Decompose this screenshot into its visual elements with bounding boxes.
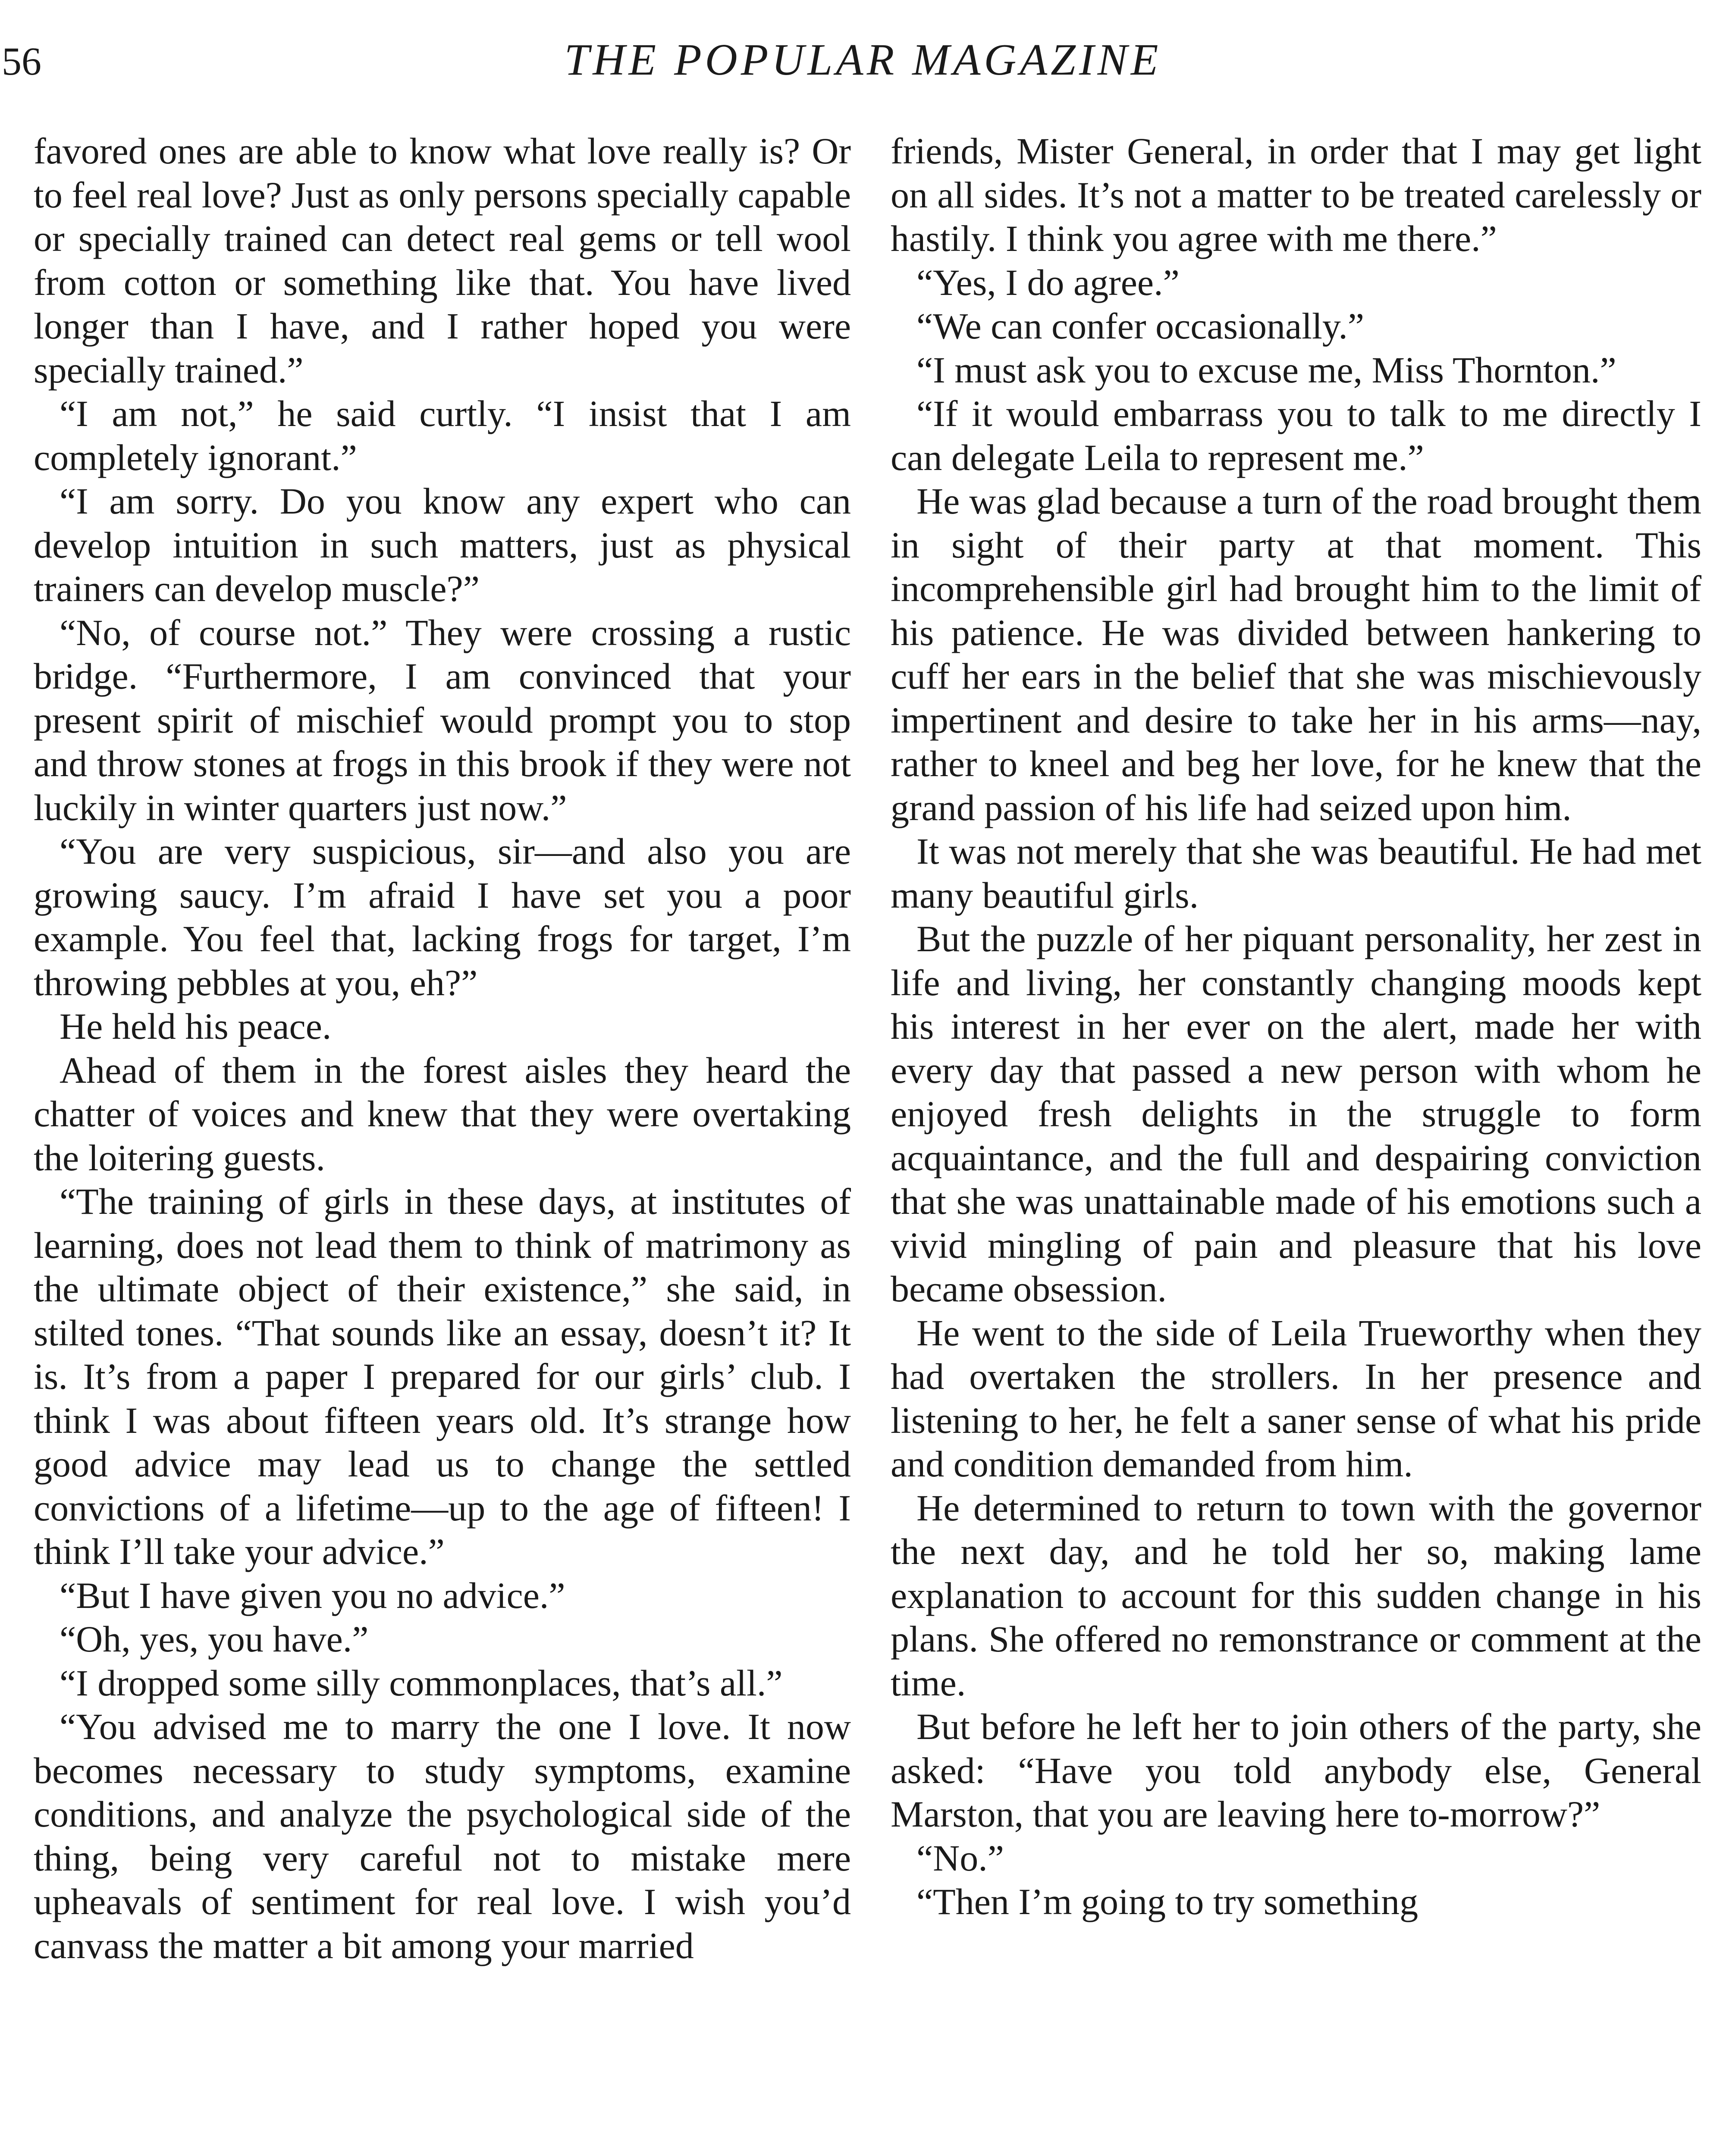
paragraph: “We can confer occasionally.”: [916, 305, 1365, 347]
paragraph: favored ones are able to know what love really is? Or to feel real love? Just as only persons specially capable or specially trained can detect real gems or tell wool from cotton or something like that. You have lived longer than I have, and I rather hoped you were specially trained.”: [34, 130, 851, 391]
paragraph: He was glad because a turn of the road brought them in sight of their party at that moment. This incomprehensible girl had brought him to the limit of his patience. He was divided between hankering to cuff her ears in the belief that she was mischievously impertinent and desire to take her in his arms—nay, rather to kneel and beg her love, for he knew that the grand passion of his life had seized upon him.: [891, 480, 1701, 828]
paragraph: But before he left her to join others of the party, she asked: “Have you told anybody else, General Marston, that you are leaving here to-morrow?”: [891, 1706, 1701, 1835]
paragraph: “You are very suspicious, sir—and also you are growing saucy. I’m afraid I have set you a poor example. You feel that, lacking frogs for target, I’m throwing pebbles at you, eh?”: [34, 830, 851, 1003]
paragraph: “If it would embarrass you to talk to me directly I can delegate Leila to represent me.”: [891, 393, 1701, 478]
paragraph: friends, Mister General, in order that I may get light on all sides. It’s not a matter to be treated carelessly or hastily. I think you agree with me there.”: [891, 130, 1701, 259]
paragraph: “No.”: [916, 1837, 1004, 1879]
left-column: [34, 129, 851, 1968]
paragraph: “No, of course not.” They were crossing a rustic bridge. “Furthermore, I am convinced that your present spirit of mischief would prompt you to stop and throw stones at frogs in this brook if they were not luckily in winter quarters just now.”: [34, 611, 851, 828]
paragraph: “The training of girls in these days, at institutes of learning, does not lead them to think of matrimony as the ultimate object of their existence,” she said, in stilted tones. “That sounds like an essay, doesn’t it? It is. It’s from a paper I prepared for our girls’ club. I think I was about fifteen years old. It’s strange how good advice may lead us to change the settled convictions of a lifetime—up to the age of fifteen! I think I’ll take your advice.”: [34, 1181, 851, 1572]
right-column: [891, 129, 1701, 1924]
paragraph: “Oh, yes, you have.”: [60, 1618, 369, 1660]
paragraph: “I must ask you to excuse me, Miss Thornton.”: [916, 349, 1616, 391]
paragraph: He held his peace.: [60, 1006, 332, 1047]
paragraph: “I dropped some silly commonplaces, that’s all.”: [60, 1662, 783, 1704]
paragraph: “You advised me to marry the one I love. It now becomes necessary to study symptoms, examine conditions, and analyze the psychological side of the thing, being very careful not to mistake mere upheavals of sentiment for real love. I wish you’d canvass the matter a bit among your married: [34, 1706, 851, 1966]
paragraph: “I am sorry. Do you know any expert who can develop intuition in such matters, just as physical trainers can develop muscle?”: [34, 480, 851, 609]
paragraph: But the puzzle of her piquant personality, her zest in life and living, her constantly changing moods kept his interest in her ever on the alert, made her with every day that passed a new person with whom he enjoyed fresh delights in the struggle to form acquaintance, and the full and despairing conviction that she was unattainable made of his emotions such a vivid mingling of pain and pleasure that his love became obsession.: [891, 918, 1701, 1310]
paragraph: “Yes, I do agree.”: [916, 261, 1180, 303]
paragraph: Ahead of them in the forest aisles they heard the chatter of voices and knew that they were overtaking the loitering guests.: [34, 1049, 851, 1178]
paragraph: He determined to return to town with the governor the next day, and he told her so, making lame explanation to account for this sudden change in his plans. She offered no remonstrance or comment at the time.: [891, 1487, 1701, 1704]
paragraph: “I am not,” he said curtly. “I insist that I am completely ignorant.”: [34, 393, 851, 478]
paragraph: He went to the side of Leila Trueworthy when they had overtaken the strollers. In her presence and listening to her, he felt a saner sense of what his pride and condition demanded from him.: [891, 1312, 1701, 1485]
paragraph: “But I have given you no advice.”: [60, 1574, 565, 1616]
page-number: 56: [2, 39, 41, 83]
running-head: THE POPULAR MAGAZINE: [564, 35, 1162, 85]
paragraph: It was not merely that she was beautiful. He had met many beautiful girls.: [891, 830, 1701, 916]
paragraph: “Then I’m going to try something: [916, 1881, 1418, 1922]
